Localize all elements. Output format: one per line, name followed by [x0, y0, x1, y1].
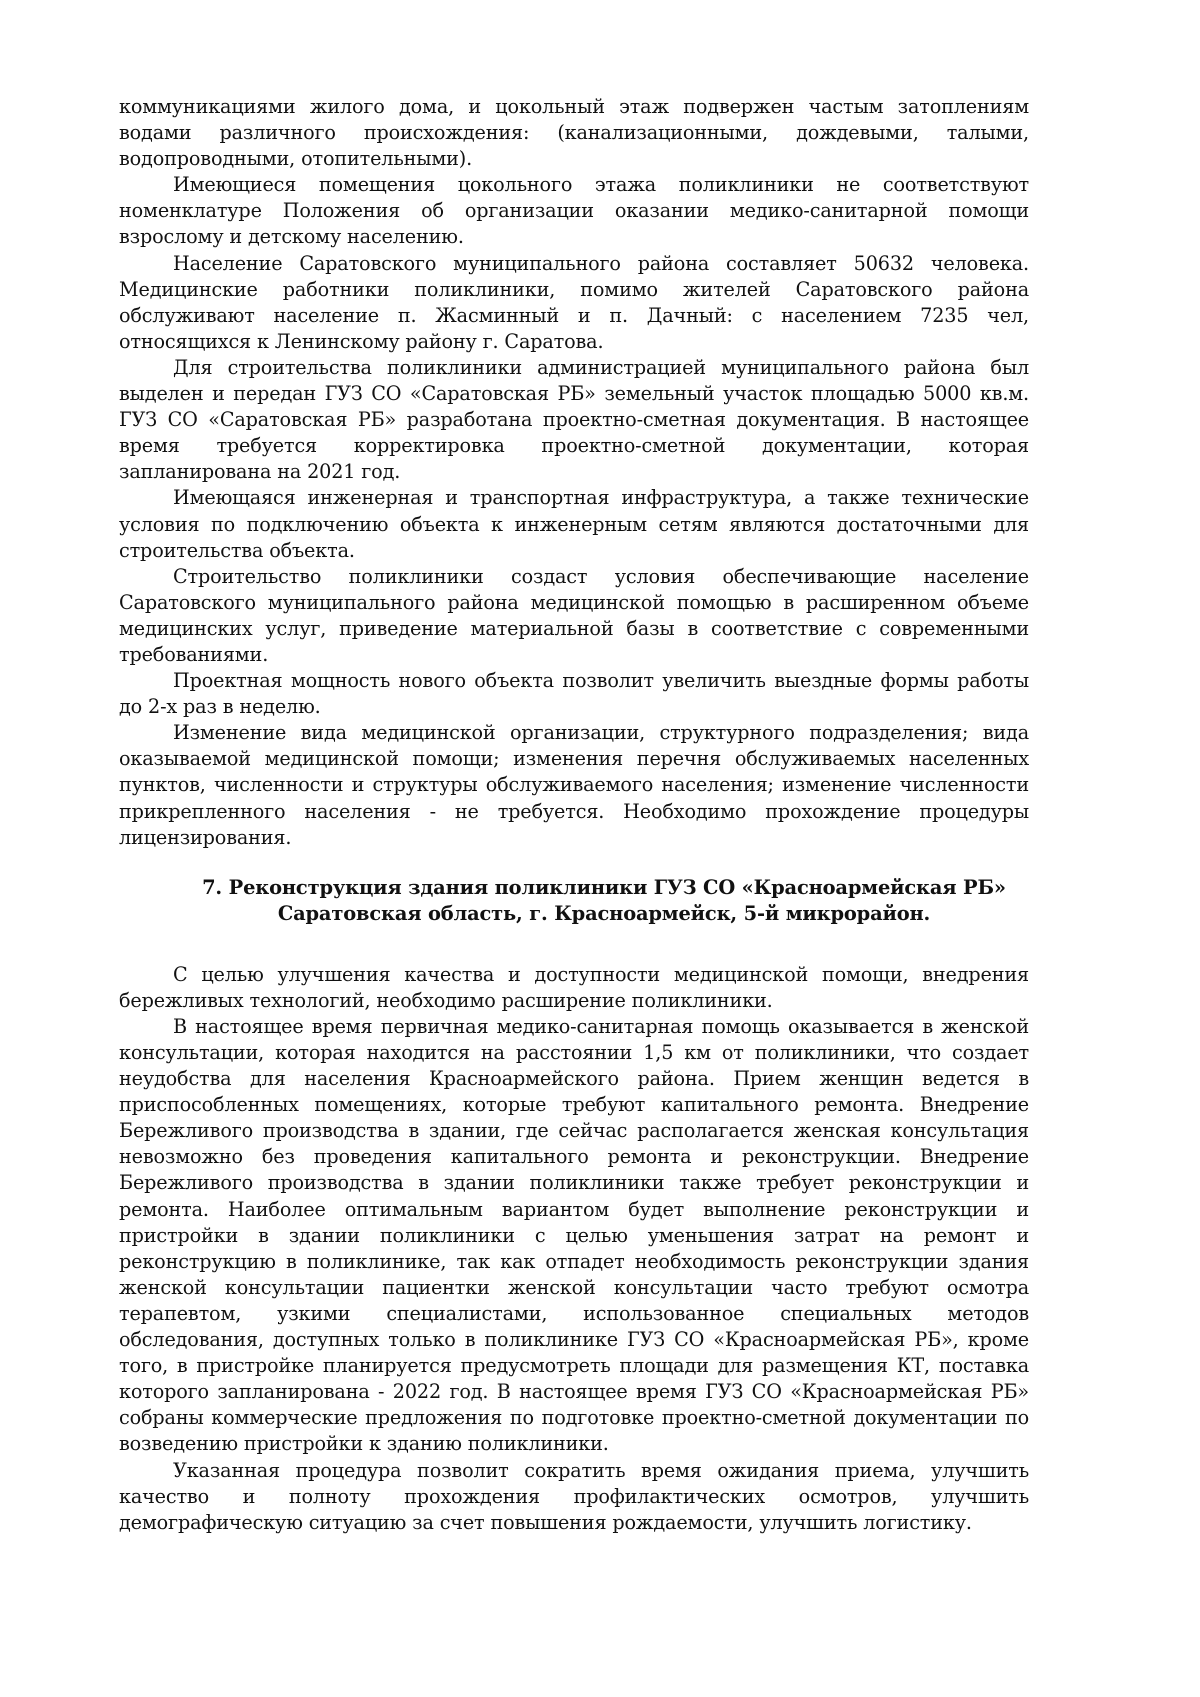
paragraph: Для строительства поликлиники администрацией муниципального района был выделен и передан ГУЗ СО «Саратовская РБ» земельный участок площадью 5000 кв.м. ГУЗ СО «Саратовская РБ» разработана проектно-сметная документация. В настоящее время требуется корректировка проектно-сметной документации, которая запланирована на 2021 год.: [119, 355, 1029, 484]
paragraph: Имеющиеся помещения цокольного этажа поликлиники не соответствуют номенклатуре Положения об организации оказании медико-санитарной помощи взрослому и детскому населению.: [119, 173, 1029, 249]
paragraph: Проектная мощность нового объекта позволит увеличить выездные формы работы до 2-х раз в неделю.: [119, 669, 1029, 719]
section-heading-line2: Саратовская область, г. Красноармейск, 5-й микрорайон.: [277, 902, 931, 926]
paragraph: Указанная процедура позволит сократить время ожидания приема, улучшить качество и полноту прохождения профилактических осмотров, улучшить демографическую ситуацию за счет повышения рождаемости, улучшить логистику.: [119, 1458, 1029, 1534]
paragraph: С целью улучшения качества и доступности медицинской помощи, внедрения бережливых технологий, необходимо расширение поликлиники.: [119, 962, 1029, 1012]
section-heading: [119, 875, 1029, 928]
paragraph: Имеющаяся инженерная и транспортная инфраструктура, а также технические условия по подключению объекта к инженерным сетям являются достаточными для строительства объекта.: [119, 486, 1029, 562]
paragraph: Население Саратовского муниципального района составляет 50632 человека. Медицинские работники поликлиники, помимо жителей Саратовского района обслуживают население п. Жасминный и п. Дачный: с населением 7235 чел, относящихся к Ленинскому району г. Саратова.: [119, 251, 1029, 353]
paragraph: Строительство поликлиники создаст условия обеспечивающие население Саратовского муниципального района медицинской помощью в расширенном объеме медицинских услуг, приведение материальной базы в соответствие с современными требованиями.: [119, 564, 1029, 666]
paragraph: В настоящее время первичная медико-санитарная помощь оказывается в женской консультации, которая находится на расстоянии 1,5 км от поликлиники, что создает неудобства для населения Красноармейского района. Прием женщин ведется в приспособленных помещениях, которые требуют капитального ремонта. Внедрение Бережливого производства в здании, где сейчас располагается женская консультация невозможно без проведения капитального ремонта и реконструкции. Внедрение Бережливого производства в здании поликлиники также требует реконструкции и ремонта. Наиболее оптимальным вариантом будет выполнение реконструкции и пристройки в здании поликлиники с целью уменьшения затрат на ремонт и реконструкцию в поликлинике, так как отпадет необходимость реконструкции здания женской консультации пациентки женской консультации часто требуют осмотра терапевтом, узкими специалистами, использованное специальных методов обследования, доступных только в поликлинике ГУЗ СО «Красноармейская РБ», кроме того, в пристройке планируется предусмотреть площади для размещения КТ, поставка которого запланирована - 2022 год. В настоящее время ГУЗ СО «Красноармейская РБ» собраны коммерческие предложения по подготовке проектно-сметной документации по возведению пристройки к зданию поликлиники.: [119, 1014, 1029, 1456]
paragraph: коммуникациями жилого дома, и цокольный этаж подвержен частым затоплениям водами различного происхождения: (канализационными, дождевыми, талыми, водопроводными, отопительными).: [119, 95, 1029, 171]
document-page: [119, 94, 1029, 1536]
section-heading-line1: 7. Реконструкция здания поликлиники ГУЗ СО «Красноармейская РБ»: [202, 875, 1006, 899]
paragraph: Изменение вида медицинской организации, структурного подразделения; вида оказываемой медицинской помощи; изменения перечня обслуживаемых населенных пунктов, численности и структуры обслуживаемого населения; изменение численности прикрепленного населения - не требуется. Необходимо прохождение процедуры лицензирования.: [119, 721, 1029, 849]
